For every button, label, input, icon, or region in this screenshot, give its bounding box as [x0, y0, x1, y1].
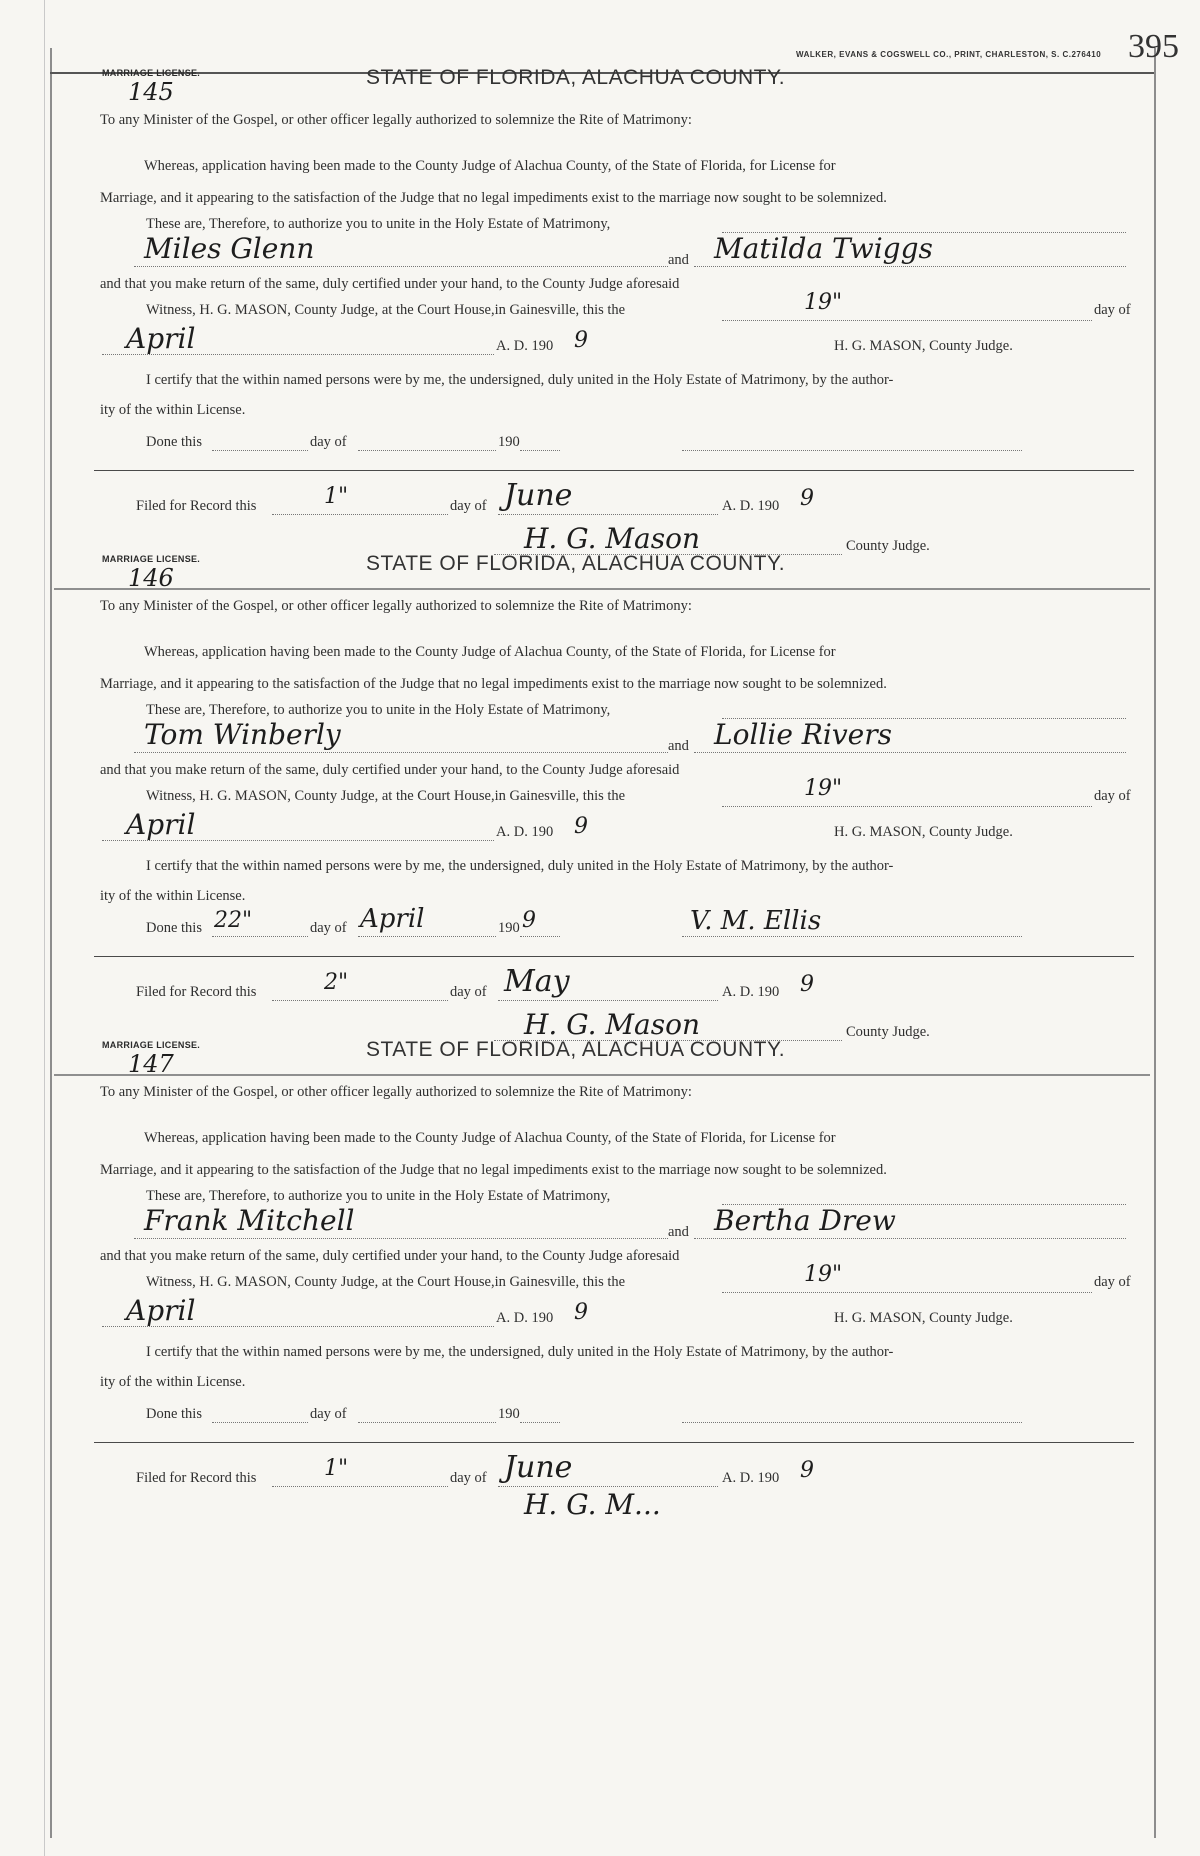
marriage-license-record	[54, 40, 1150, 600]
address-line: To any Minister of the Gospel, or other officer legally authorized to solemnize the Rite of Matrimony:	[100, 112, 692, 128]
authorize-line: These are, Therefore, to authorize you to unite in the Holy Estate of Matrimony,	[146, 702, 611, 718]
witness-line: Witness, H. G. MASON, County Judge, at the Court House,in Gainesville, this the	[146, 1274, 626, 1290]
certify-line: I certify that the within named persons were by me, the undersigned, duly united in the Holy Estate of Matrimony, by the author-	[146, 858, 894, 874]
groom-line	[134, 1238, 668, 1239]
marriage-license-record	[54, 1012, 1150, 1572]
done-day-of-label: day of	[310, 920, 347, 936]
certify-line-2: ity of the within License.	[100, 888, 246, 904]
filed-label: Filed for Record this	[136, 1470, 257, 1486]
license-year-digit: 9	[574, 1300, 588, 1325]
filed-rule	[94, 956, 1134, 957]
filed-label: Filed for Record this	[136, 498, 257, 514]
filed-rule	[94, 470, 1134, 471]
bride-line	[694, 1238, 1126, 1239]
filed-day-of-label: day of	[450, 984, 487, 1000]
done-year-line	[520, 450, 560, 451]
done-year-prefix: 190	[498, 920, 520, 936]
filed-day-of-label: day of	[450, 498, 487, 514]
done-day-line	[212, 450, 308, 451]
filed-rule	[94, 1442, 1134, 1443]
witness-line: Witness, H. G. MASON, County Judge, at the Court House,in Gainesville, this the	[146, 302, 626, 318]
and-label: and	[668, 1224, 689, 1240]
certify-line: I certify that the within named persons were by me, the undersigned, duly united in the Holy Estate of Matrimony, by the author-	[146, 372, 894, 388]
whereas-line-2: Marriage, and it appearing to the satisfaction of the Judge that no legal impediments exist to the marriage now sought to be solemnized.	[100, 190, 887, 206]
bride-name: Bertha Drew	[714, 1204, 896, 1237]
done-this-label: Done this	[146, 1406, 202, 1422]
filed-day-line	[272, 1486, 448, 1487]
officiant-line	[682, 936, 1022, 937]
filed-label: Filed for Record this	[136, 984, 257, 1000]
witness-day-line	[722, 1292, 1092, 1293]
filed-month: June	[504, 478, 573, 513]
license-label: MARRIAGE LICENSE.	[102, 554, 201, 564]
done-year: 9	[522, 908, 536, 933]
license-month: April	[126, 322, 196, 355]
judge-signature-line: H. G. MASON, County Judge.	[834, 824, 1013, 840]
month-line	[102, 1326, 494, 1327]
judge-handwritten-signature: H. G. Mason	[524, 1008, 701, 1041]
witness-day-line	[722, 320, 1092, 321]
license-month: April	[126, 1294, 196, 1327]
ad-label: A. D. 190	[496, 824, 554, 840]
license-label: MARRIAGE LICENSE.	[102, 68, 201, 78]
filed-month-line	[498, 514, 718, 515]
license-label: MARRIAGE LICENSE.	[102, 1040, 201, 1050]
certify-line-2: ity of the within License.	[100, 1374, 246, 1390]
return-line: and that you make return of the same, duly certified under your hand, to the County Judge aforesaid	[100, 762, 680, 778]
filed-day-line	[272, 514, 448, 515]
filed-day-line	[272, 1000, 448, 1001]
groom-name: Tom Winberly	[144, 718, 341, 751]
done-year-line	[520, 1422, 560, 1423]
bride-line	[694, 752, 1126, 753]
license-number: 145	[128, 78, 174, 106]
filed-day: 2"	[324, 970, 349, 995]
filed-day: 1"	[324, 1456, 349, 1481]
ad-label: A. D. 190	[496, 1310, 554, 1326]
judge-signature-line: H. G. MASON, County Judge.	[834, 338, 1013, 354]
return-line: and that you make return of the same, duly certified under your hand, to the County Judge aforesaid	[100, 276, 680, 292]
filed-year: 9	[800, 972, 814, 997]
witness-day-line	[722, 806, 1092, 807]
done-year-line	[520, 936, 560, 937]
witness-day: 19"	[804, 1262, 843, 1287]
address-line: To any Minister of the Gospel, or other officer legally authorized to solemnize the Rite of Matrimony:	[100, 1084, 692, 1100]
license-month: April	[126, 808, 196, 841]
month-line	[102, 840, 494, 841]
form-heading: STATE OF FLORIDA, ALACHUA COUNTY.	[366, 66, 786, 89]
filed-day: 1"	[324, 484, 349, 509]
judge-handwritten-signature: H. G. M...	[524, 1488, 661, 1521]
certify-line-2: ity of the within License.	[100, 402, 246, 418]
certify-line: I certify that the within named persons were by me, the undersigned, duly united in the Holy Estate of Matrimony, by the author-	[146, 1344, 894, 1360]
groom-line	[134, 266, 668, 267]
page-number: 395	[1128, 28, 1179, 65]
day-of-label: day of	[1094, 1274, 1131, 1290]
filed-ad-label: A. D. 190	[722, 1470, 780, 1486]
filed-month-line	[498, 1000, 718, 1001]
day-of-label: day of	[1094, 788, 1131, 804]
filed-day-of-label: day of	[450, 1470, 487, 1486]
done-month-line	[358, 450, 496, 451]
license-number: 146	[128, 564, 174, 592]
done-day-line	[212, 1422, 308, 1423]
month-line	[102, 354, 494, 355]
officiant-signature: V. M. Ellis	[690, 906, 822, 936]
filed-year: 9	[800, 1458, 814, 1483]
whereas-line-2: Marriage, and it appearing to the satisfaction of the Judge that no legal impediments exist to the marriage now sought to be solemnized.	[100, 1162, 887, 1178]
done-year-prefix: 190	[498, 1406, 520, 1422]
filed-month: June	[504, 1450, 573, 1485]
bride-name: Matilda Twiggs	[714, 232, 933, 265]
return-line: and that you make return of the same, duly certified under your hand, to the County Judge aforesaid	[100, 1248, 680, 1264]
done-day: 22"	[214, 908, 253, 933]
done-this-label: Done this	[146, 920, 202, 936]
groom-name: Frank Mitchell	[144, 1204, 355, 1237]
done-day-of-label: day of	[310, 1406, 347, 1422]
judge-handwritten-signature: H. G. Mason	[524, 522, 701, 555]
judge-signature-line: H. G. MASON, County Judge.	[834, 1310, 1013, 1326]
bride-name: Lollie Rivers	[714, 718, 892, 751]
license-year-digit: 9	[574, 814, 588, 839]
filed-ad-label: A. D. 190	[722, 984, 780, 1000]
form-heading: STATE OF FLORIDA, ALACHUA COUNTY.	[366, 552, 786, 575]
officiant-line	[682, 1422, 1022, 1423]
day-of-label: day of	[1094, 302, 1131, 318]
marriage-license-record	[54, 526, 1150, 1086]
groom-line	[134, 752, 668, 753]
address-line: To any Minister of the Gospel, or other officer legally authorized to solemnize the Rite of Matrimony:	[100, 598, 692, 614]
done-month-line	[358, 936, 496, 937]
groom-name: Miles Glenn	[144, 232, 315, 265]
form-heading: STATE OF FLORIDA, ALACHUA COUNTY.	[366, 1038, 786, 1061]
authorize-line: These are, Therefore, to authorize you to unite in the Holy Estate of Matrimony,	[146, 1188, 611, 1204]
done-month: April	[360, 904, 425, 934]
bride-line	[694, 266, 1126, 267]
officiant-line	[682, 450, 1022, 451]
license-year-digit: 9	[574, 328, 588, 353]
done-day-line	[212, 936, 308, 937]
filed-month: May	[504, 964, 570, 999]
whereas-line-1: Whereas, application having been made to the County Judge of Alachua County, of the State of Florida, for License for	[144, 158, 836, 174]
page-edge	[44, 0, 45, 1856]
done-year-prefix: 190	[498, 434, 520, 450]
witness-day: 19"	[804, 776, 843, 801]
witness-day: 19"	[804, 290, 843, 315]
whereas-line-1: Whereas, application having been made to the County Judge of Alachua County, of the State of Florida, for License for	[144, 644, 836, 660]
printer-imprint: WALKER, EVANS & COGSWELL CO., PRINT, CHARLESTON, S. C.276410	[796, 50, 1102, 59]
ad-label: A. D. 190	[496, 338, 554, 354]
county-judge-label: County Judge.	[846, 538, 930, 554]
license-number: 147	[128, 1050, 174, 1078]
and-label: and	[668, 738, 689, 754]
filed-ad-label: A. D. 190	[722, 498, 780, 514]
filed-month-line	[498, 1486, 718, 1487]
filed-year: 9	[800, 486, 814, 511]
and-label: and	[668, 252, 689, 268]
authorize-line: These are, Therefore, to authorize you to unite in the Holy Estate of Matrimony,	[146, 216, 611, 232]
county-judge-label: County Judge.	[846, 1024, 930, 1040]
whereas-line-1: Whereas, application having been made to the County Judge of Alachua County, of the State of Florida, for License for	[144, 1130, 836, 1146]
witness-line: Witness, H. G. MASON, County Judge, at the Court House,in Gainesville, this the	[146, 788, 626, 804]
done-month-line	[358, 1422, 496, 1423]
done-day-of-label: day of	[310, 434, 347, 450]
done-this-label: Done this	[146, 434, 202, 450]
whereas-line-2: Marriage, and it appearing to the satisfaction of the Judge that no legal impediments exist to the marriage now sought to be solemnized.	[100, 676, 887, 692]
